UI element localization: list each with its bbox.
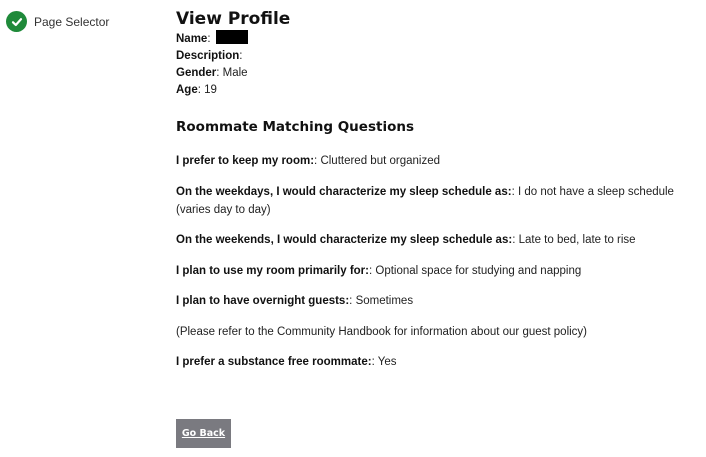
name-row: Name: xyxy=(176,30,696,48)
question-label: I plan to use my room primarily for: xyxy=(176,264,369,277)
go-back-button[interactable]: Go Back xyxy=(176,419,231,448)
description-label: Description xyxy=(176,50,240,62)
age-row: Age: 19 xyxy=(176,84,217,96)
sidebar-item-page-selector[interactable] xyxy=(6,11,109,32)
question-label: I plan to have overnight guests: xyxy=(176,295,350,307)
age-label: Age xyxy=(176,84,198,96)
question-answer: Sometimes xyxy=(355,295,414,307)
gender-row: Gender: Male xyxy=(176,67,248,79)
age-value: 19 xyxy=(204,84,217,96)
question-label: On the weekends, I would characterize my sleep schedule as: xyxy=(176,234,513,246)
description-row: Description: xyxy=(176,50,243,62)
question-item: I plan to have overnight guests:: Sometimes xyxy=(176,295,414,307)
question-item: On the weekdays, I would characterize my sleep schedule as:: I do not have a sleep schedule (varies day to day) xyxy=(176,185,674,216)
question-answer: Cluttered but organized xyxy=(320,155,440,167)
profile-content xyxy=(176,8,696,384)
name-label: Name xyxy=(176,33,208,45)
question-answer: Optional space for studying and napping xyxy=(375,264,582,277)
gender-value: Male xyxy=(222,67,248,79)
question-label: I prefer to keep my room: xyxy=(176,155,315,167)
check-circle-icon xyxy=(6,11,27,32)
question-label: On the weekdays, I would characterize my sleep schedule as: xyxy=(176,185,512,198)
redacted-name-block xyxy=(216,30,248,44)
section-title: Roommate Matching Questions xyxy=(176,119,414,135)
question-label: I prefer a substance free roommate: xyxy=(176,356,372,368)
question-item: On the weekends, I would characterize my sleep schedule as:: Late to bed, late to rise xyxy=(176,234,636,246)
question-item: I prefer to keep my room:: Cluttered but organized xyxy=(176,155,440,167)
guest-policy-note: (Please refer to the Community Handbook for information about our guest policy) xyxy=(176,325,588,338)
question-answer: Late to bed, late to rise xyxy=(518,234,636,246)
sidebar-item-label: Page Selector xyxy=(34,14,110,29)
question-item: I prefer a substance free roommate:: Yes xyxy=(176,356,397,368)
question-answer: I do not have a sleep schedule (varies day to day) xyxy=(176,185,674,216)
question-item: I plan to use my room primarily for:: Optional space for studying and napping xyxy=(176,264,582,277)
question-list xyxy=(176,152,696,371)
gender-label: Gender xyxy=(176,67,217,79)
page-title: View Profile xyxy=(176,9,291,29)
question-answer: Yes xyxy=(377,356,397,368)
